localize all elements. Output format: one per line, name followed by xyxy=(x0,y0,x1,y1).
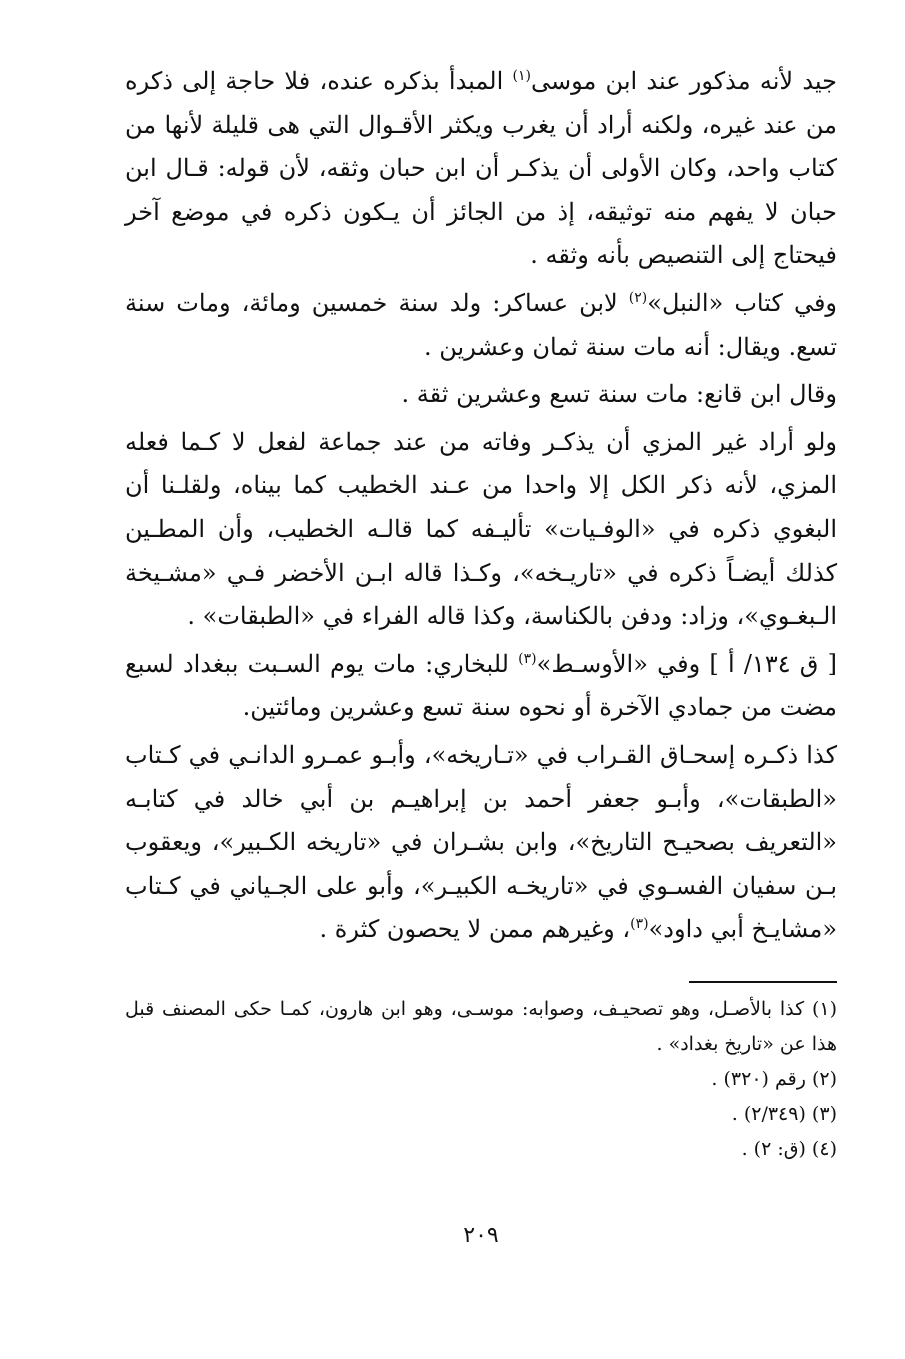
paragraph-text: [ ق ١٣٤/ أ ] وفي «الأوسـط» xyxy=(536,649,838,678)
paragraph-text: كذا ذكـره إسحـاق القـراب في «تـاريخه»، وأبـو عمـرو الدانـي في كـتاب «الطبقات»، وأبـو جعفر أحمد بن إبراهيـم بن أبي خالد في كتابـه «التعريف بصحيـح التاريخ»، وابن بشـران في «تاريخه الكـبير»، ويعقوب بـن سفيان الفسـوي في «تاريخـه الكبيـر»، وأبو على الجـياني في كـتاب «مشايـخ أبي داود» xyxy=(125,740,837,944)
footnote-1: (١) كذا بالأصـل، وهو تصحيـف، وصوابه: موسـى، وهو ابن هارون، كمـا حكى المصنف قبل هذا عن «تاريخ بغداد» . xyxy=(125,998,837,1055)
footnote-separator xyxy=(689,981,837,983)
book-page xyxy=(125,60,837,1330)
paragraph-text: جيد لأنه مذكور عند ابن موسى xyxy=(530,67,837,95)
footnote-marker: (١) xyxy=(512,68,531,84)
paragraph-1 xyxy=(125,60,837,278)
footnote-4: (٤) (ق: ٢) . xyxy=(741,1138,837,1160)
paragraph-text: ولو أراد غير المزي أن يذكـر وفاته من عند جماعة لفعل لا كـما فعله المزي، لأنه ذكر الكل إلا واحدا من عـند الخطيب كما بيناه، ولقلـنا أن البغوي ذكره في «الوفـيات» تأليـفه كما قالـه الخطيب، وأن المطـين كذلك أيضـاً ذكره في «تاريـخه»، وكـذا قاله ابـن الأخضر فـي «مشـيخة الـبغـوي»، وزاد: ودفن بالكناسة، وكذا قاله الفراء في «الطبقات» . xyxy=(125,427,837,631)
footnote-marker: (٢) xyxy=(628,289,648,306)
paragraph-2 xyxy=(125,282,837,369)
paragraph-text: ، وغيرهم ممن لا يحصون كثرة . xyxy=(319,915,631,944)
page-number: ٢٠٩ xyxy=(463,1223,499,1248)
paragraph-4 xyxy=(125,421,837,639)
footnote-marker: (٣) xyxy=(518,650,537,667)
footnote-2: (٢) رقم (٣٢٠) . xyxy=(711,1068,837,1090)
paragraph-6 xyxy=(125,734,837,952)
paragraph-5 xyxy=(125,643,837,730)
paragraph-text: وفي كتاب «النبل» xyxy=(647,288,838,317)
footnote-3: (٣) (٢/٣٤٩) . xyxy=(731,1103,837,1125)
paragraph-3 xyxy=(125,373,837,417)
paragraph-text: المبدأ بذكره عنده، فلا حاجة إلى ذكره من عند غيره، ولكنه أراد أن يغرب ويكثر الأقـوال التي هى قليلة لأنها من كتاب واحد، وكان الأولى أن يذكـر أن ابن حبان وثقه، لأن قوله: قـال ابن حبان لا يفهم منه توثيقه، إذ من الجائز أن يـكون ذكره في موضع آخر فيحتاج إلى التنصيص بأنه وثقه . xyxy=(125,67,837,270)
paragraph-text: وقال ابن قانع: مات سنة تسع وعشرين ثقة . xyxy=(401,380,837,409)
paragraph-text: لابن عساكر: ولد سنة خمسين ومائة، ومات سنة تسع. ويقال: أنه مات سنة ثمان وعشرين . xyxy=(125,288,837,361)
footnotes xyxy=(125,992,837,1167)
paragraph-text: للبخاري: مات يوم السـبت ببغداد لسبع مضت من جمادي الآخرة أو نحوه سنة تسع وعشرين ومائتين. xyxy=(125,649,837,722)
footnote-marker: (٣) xyxy=(630,916,649,933)
